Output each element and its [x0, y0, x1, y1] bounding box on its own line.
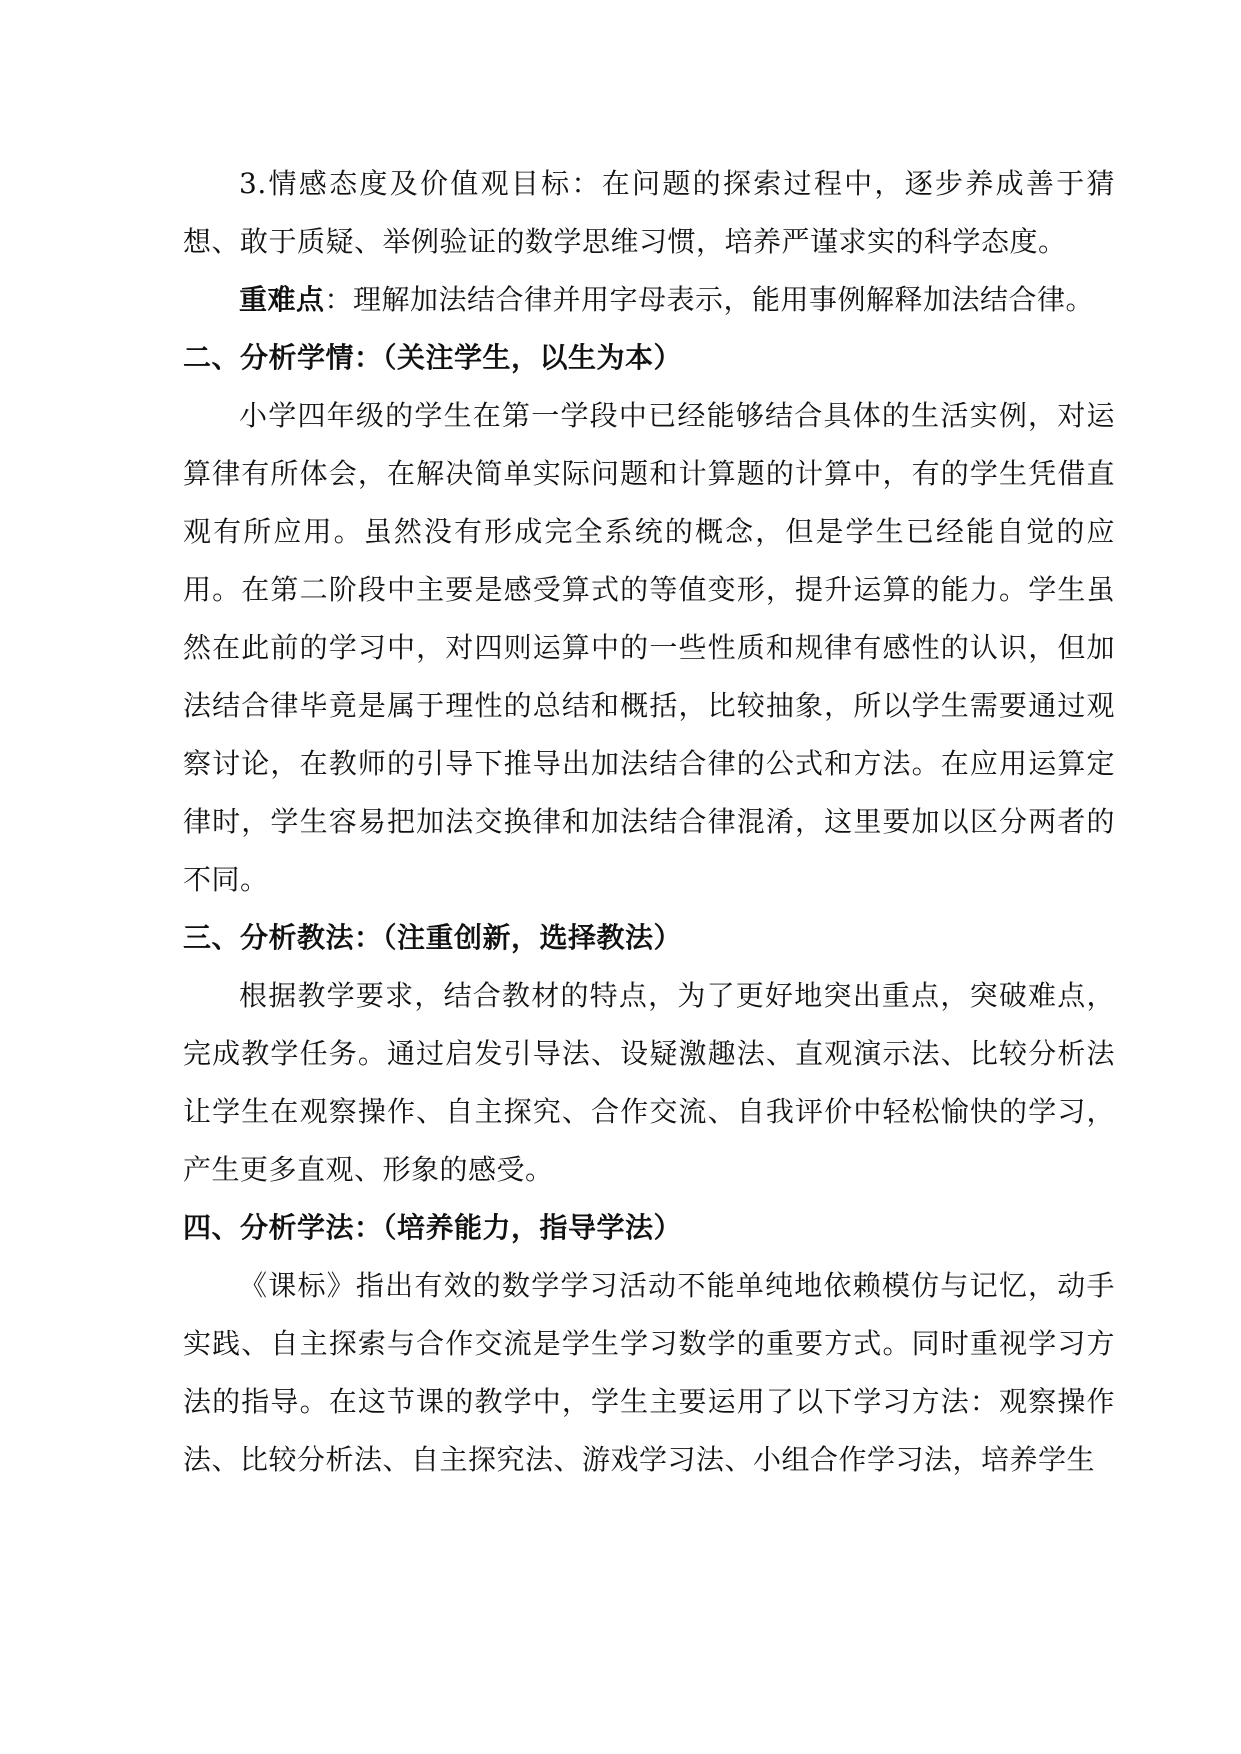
key-points-text: ：理解加法结合律并用字母表示，能用事例解释加法结合律。	[324, 283, 1095, 316]
document-body	[183, 155, 1115, 1489]
goal-3-paragraph: 3.情感态度及价值观目标：在问题的探索过程中，逐步养成善于猜想、敢于质疑、举例验证的数学思维习惯，培养严谨求实的科学态度。	[183, 167, 1115, 258]
section-4-heading: 四、分析学法：（培养能力，指导学法）	[183, 1211, 683, 1244]
key-points-label: 重难点	[239, 283, 325, 316]
key-points-paragraph	[183, 271, 1115, 329]
section-4-paragraph: 《课标》指出有效的数学学习活动不能单纯地依赖模仿与记忆，动手实践、自主探索与合作交流是学生学习数学的重要方式。同时重视学习方法的指导。在这节课的教学中，学生主要运用了以下学习方法：观察操作法、比较分析法、自主探究法、游戏学习法、小组合作学习法，培养学生	[183, 1269, 1115, 1476]
section-3-heading: 三、分析教法：（注重创新，选择教法）	[183, 921, 683, 954]
section-2-heading: 二、分析学情：（关注学生，以生为本）	[183, 341, 683, 374]
section-3-paragraph: 根据教学要求，结合教材的特点，为了更好地突出重点，突破难点，完成教学任务。通过启发引导法、设疑激趣法、直观演示法、比较分析法让学生在观察操作、自主探究、合作交流、自我评价中轻松愉快的学习，产生更多直观、形象的感受。	[183, 979, 1115, 1186]
section-2-paragraph: 小学四年级的学生在第一学段中已经能够结合具体的生活实例，对运算律有所体会，在解决简单实际问题和计算题的计算中，有的学生凭借直观有所应用。虽然没有形成完全系统的概念，但是学生已经能自觉的应用。在第二阶段中主要是感受算式的等值变形，提升运算的能力。学生虽然在此前的学习中，对四则运算中的一些性质和规律有感性的认识，但加法结合律毕竟是属于理性的总结和概括，比较抽象，所以学生需要通过观察讨论，在教师的引导下推导出加法结合律的公式和方法。在应用运算定律时，学生容易把加法交换律和加法结合律混淆，这里要加以区分两者的不同。	[183, 399, 1115, 896]
